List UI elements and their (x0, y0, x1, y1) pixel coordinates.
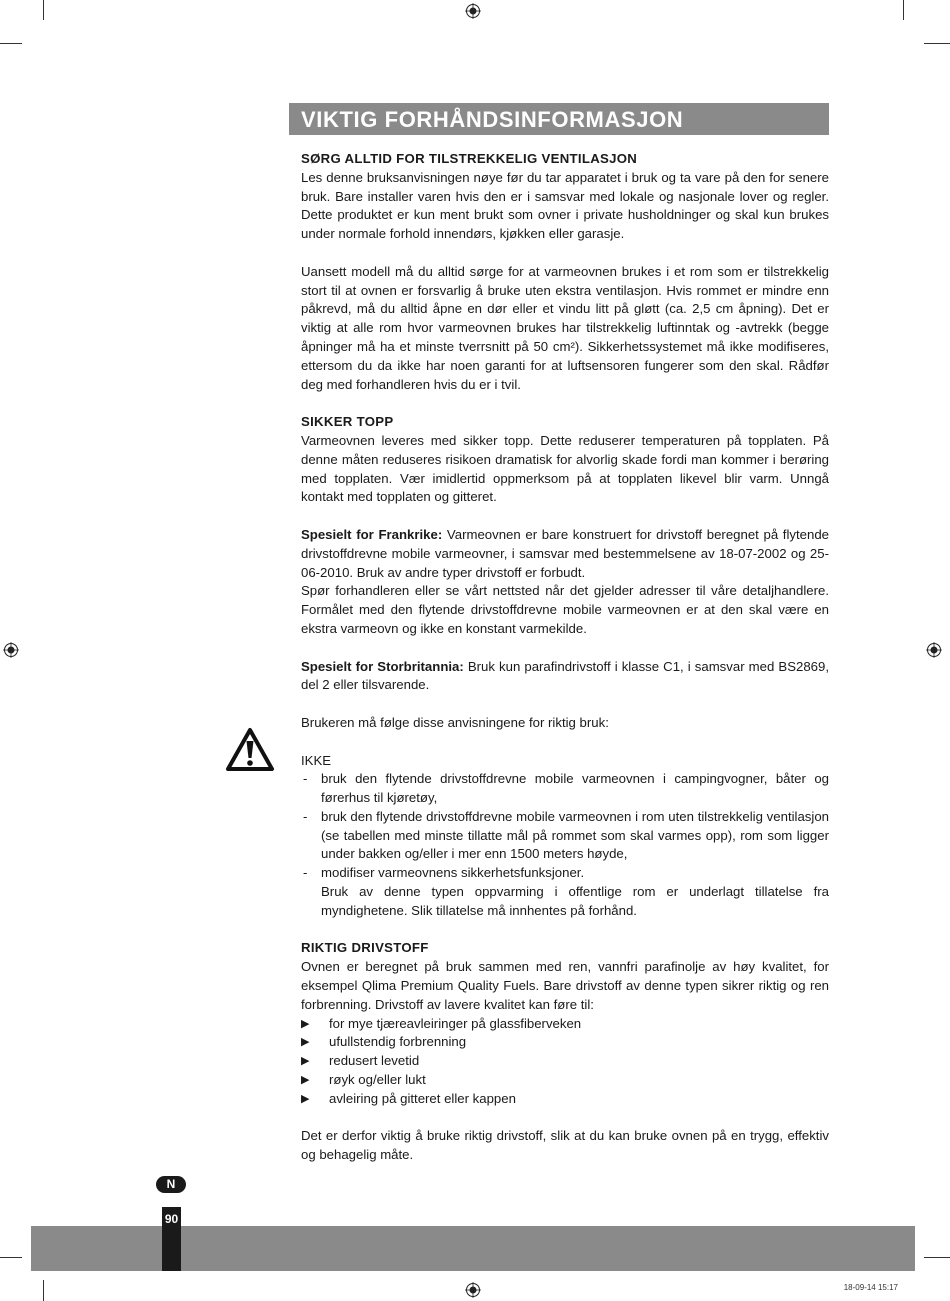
paragraph: Les denne bruksanvisningen nøye før du tar apparatet i bruk og ta vare på den for senere bruk. Bare installer varen hvis den er i samsvar med lokale og nasjonale lover og regler. Dette produktet er kun ment brukt som ovner i private husholdninger og skal kun brukes under normale forhold innendørs, kjøkken eller garasje. (301, 169, 829, 242)
crop-mark (43, 1280, 44, 1301)
france-label: Spesielt for Frankrike: (301, 526, 443, 542)
crop-mark (924, 43, 950, 44)
paragraph: Bruk av denne typen oppvarming i offentlige rom er underlagt tillatelse fra myndighetene. Slik tillatelse må innhentes på forhånd. (321, 884, 829, 918)
uk-label: Spesielt for Storbritannia: (301, 658, 464, 674)
registration-mark-icon (926, 642, 942, 658)
title-bar (289, 103, 829, 135)
list-item: - modifiser varmeovnens sikkerhetsfunksjoner. (303, 865, 585, 881)
list-item: ▶ redusert levetid (301, 1052, 829, 1071)
list-item: - bruk den flytende drivstoffdrevne mobile varmeovnen i campingvogner, båter og førerhus til kjøretøy, (303, 771, 829, 806)
crop-mark (0, 43, 22, 44)
page-number: 90 (164, 1212, 179, 1226)
warning-triangle-icon (225, 727, 275, 773)
list-item: ▶ ufullstendig forbrenning (301, 1033, 829, 1052)
paragraph: Uansett modell må du alltid sørge for at varmeovnen brukes i et rom som er tilstrekkelig stort til at ovnen er forsvarlig å bruke uten ekstra ventilasjon. Hvis rommet er mindre enn påkrevd, må du alltid åpne en dør eller et vindu litt på gløtt (ca. 2,5 cm åpning). Det er viktig at alle rom hvor varmeovnen brukes har tilstrekkelig luftinntak og -avtrekk (begge åpninger må ha et minste tverrsnitt på 50 cm²). Sikkerhetssystemet må ikke modifiseres, ettersom du da ikke har noen garanti for at luftsensoren fungerer som den skal. Rådfør deg med forhandleren hvis du er i tvil. (301, 263, 829, 392)
paragraph: Ovnen er beregnet på bruk sammen med ren, vannfri parafinolje av høy kvalitet, for eksempel Qlima Premium Quality Fuels. Bare drivstoff av denne typen sikrer riktig og ren forbrenning. Drivstoff av lavere kvalitet kan føre til: (301, 959, 829, 1012)
list-item: - bruk den flytende drivstoffdrevne mobile varmeovnen i rom uten tilstrekkelig ventilasjon (se tabellen med minste tillatte mål på rommet som skal varmes opp), rom som ligger under bakken og/eller i mer enn 1500 meters høyde, (303, 808, 829, 862)
print-stamp: 18-09-14 15:17 (843, 1283, 898, 1292)
bullet-arrow-icon: ▶ (301, 1074, 310, 1087)
crop-mark (43, 0, 44, 20)
crop-mark (924, 1257, 950, 1258)
crop-mark (0, 1257, 22, 1258)
registration-mark-icon (3, 642, 19, 658)
list-item: ▶ for mye tjæreavleiringer på glassfiberveken (301, 1015, 829, 1034)
bullet-arrow-icon: ▶ (301, 1092, 310, 1105)
registration-mark-icon (465, 3, 481, 19)
bullet-arrow-icon: ▶ (301, 1036, 310, 1049)
registration-mark-icon (465, 1282, 481, 1298)
uk-paragraph (301, 658, 829, 696)
section-heading-fuel: RIKTIG DRIVSTOFF (301, 940, 429, 956)
bullet-arrow-icon: ▶ (301, 1055, 310, 1068)
section-heading-ventilation: SØRG ALLTID FOR TILSTREKKELIG VENTILASJON (301, 151, 638, 166)
bullet-arrow-icon: ▶ (301, 1017, 310, 1030)
main-content (301, 150, 829, 1165)
paragraph: Varmeovnen leveres med sikker topp. Dette reduserer temperaturen på topplaten. På denne måten reduseres risikoen dramatisk for alvorlig skade fordi man kommer i berøring med topplaten. Vær imidlertid oppmerksom på at topplaten likevel blir varm. Unngå kontakt med topplaten og gitteret. (301, 432, 829, 505)
page-number-tab (162, 1207, 181, 1271)
page-title: VIKTIG FORHÅNDSINFORMASJON (301, 107, 684, 132)
closing-paragraph: Det er derfor viktig å bruke riktig drivstoff, slik at du kan bruke ovnen på en trygg, effektiv og behagelig måte. (301, 1128, 829, 1163)
list-item: ▶ avleiring på gitteret eller kappen (301, 1090, 829, 1109)
crop-mark (903, 0, 904, 20)
user-intro: Brukeren må følge disse anvisningene for riktig bruk: (301, 714, 609, 730)
language-badge: N (156, 1176, 186, 1193)
ikke-label: IKKE (301, 752, 332, 768)
list-item: ▶ røyk og/eller lukt (301, 1071, 829, 1090)
france-text: Varmeovnen er bare konstruert for drivstoff beregnet på flytende drivstoffdrevne mobile varmeovner, i samsvar med bestemmelsene av 18-07-2002 og 25-06-2010. Bruk av andre typer drivstoff er forbudt. (301, 526, 829, 580)
uk-text: Bruk kun parafindrivstoff i klasse C1, i samsvar med BS2869, del 2 eller tilsvarende. (301, 658, 829, 693)
paragraph: Spør forhandleren eller se vårt nettsted når det gjelder adresser til våre detaljhandlere. Formålet med den flytende drivstoffdrevne mobile varmeovnen er at den skal være en ekstra varmeovn og ikke en konstant varmekilde. (301, 583, 829, 636)
france-paragraph (301, 526, 829, 582)
section-heading-safe-top: SIKKER TOPP (301, 414, 394, 430)
